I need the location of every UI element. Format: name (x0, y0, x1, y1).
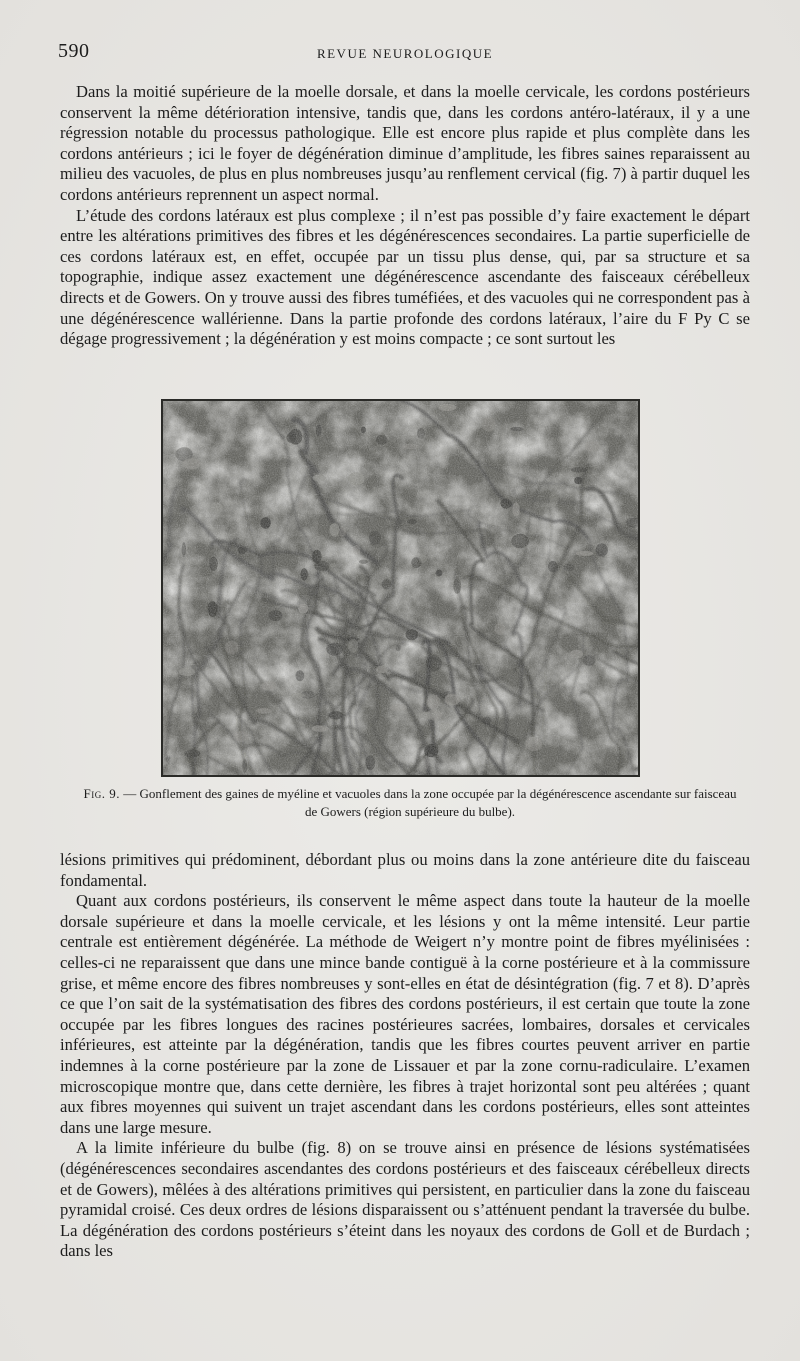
paragraph: Quant aux cordons postérieurs, ils conservent le même aspect dans toute la hauteur de la moelle dorsale supérieure et dans la moelle cervicale, et les lésions y ont la même intensité. Leur partie centrale est entièrement dégénérée. La méthode de Weigert n’y montre point de fibres myélinisées : celles-ci ne reparaissent que dans une mince bande contiguë à la corne postérieure et à la commissure grise, et même encore des fibres nombreuses y sont-elles en état de désintégration (fig. 7 et 8). D’après ce que l’on sait de la systématisation des fibres des cordons postérieurs, il est certain que toute la zone occupée par les fibres longues des racines postérieures sacrées, lombaires, dorsales et cervicales inférieures, est atteinte par la dégénération, tandis que les fibres courtes peuvent arriver en partie indemnes à la corne postérieure par la zone de Lissauer et par la zone cornu-radiculaire. L’examen microscopique montre que, dans cette dernière, les fibres à trajet horizontal sont peu altérées ; quant aux fibres moyennes qui suivent un trajet ascendant dans les cordons postérieurs, elles sont atteintes dans une large mesure. (60, 891, 750, 1137)
running-title: REVUE NEUROLOGIQUE (316, 46, 494, 61)
caption-label: Fig. 9. (83, 786, 120, 801)
page-number: 590 (58, 40, 90, 62)
paragraph: L’étude des cordons latéraux est plus complexe ; il n’est pas possible d’y faire exactement le départ entre les altérations primitives des fibres et les dégénérescences secondaires. La partie superficielle de ces cordons latéraux est, en effet, occupée par un tissu plus dense, qui, par sa structure et sa topographie, indique assez exactement une dégénérescence ascendante des faisceaux cérébelleux directs et de Gowers. On y trouve aussi des fibres tuméfiées, et des vacuoles qui ne correspondent pas à une dégénérescence wallérienne. Dans la partie profonde des cordons latéraux, l’aire du F Py C se dégage progressivement ; la dégénération y est moins compacte ; ce sont surtout les (60, 205, 750, 349)
paragraph: lésions primitives qui prédominent, débordant plus ou moins dans la zone antérieure dite du faisceau fondamental. (60, 850, 750, 890)
page-header (58, 40, 752, 62)
caption-text: — Gonflement des gaines de myéline et vacuoles dans la zone occupée par la dégénérescence ascendante sur faisceau de Gowers (région supérieure du bulbe). (123, 786, 737, 819)
micrograph-image (163, 401, 638, 775)
micrograph-figure (161, 399, 640, 777)
text-block-bottom (60, 850, 750, 1262)
text-block-top (60, 82, 750, 350)
paragraph: Dans la moitié supérieure de la moelle dorsale, et dans la moelle cervicale, les cordons postérieurs conservent la même détérioration intensive, tandis que, dans les cordons antéro-latéraux, il y a une régression notable du processus pathologique. Elle est encore plus rapide et plus complète dans les cordons antérieurs ; ici le foyer de dégénération diminue d’amplitude, les fibres saines reparaissent au milieu des vacuoles, de plus en plus nombreuses jusqu’au renflement cervical (fig. 7) à partir duquel les cordons antérieurs reprennent un aspect normal. (60, 82, 750, 204)
paragraph: A la limite inférieure du bulbe (fig. 8) on se trouve ainsi en présence de lésions systématisées (dégénérescences secondaires ascendantes des cordons postérieurs et des faisceaux cérébelleux directs et de Gowers), mêlées à des altérations primitives qui persistent, en particulier dans la zone du faisceau pyramidal croisé. Ces deux ordres de lésions disparaissent ou s’atténuent pendant la traversée du bulbe. La dégénération des cordons postérieurs s’éteint dans les noyaux des cordons de Goll et de Burdach ; dans les (60, 1138, 750, 1261)
figure-caption (80, 785, 740, 821)
